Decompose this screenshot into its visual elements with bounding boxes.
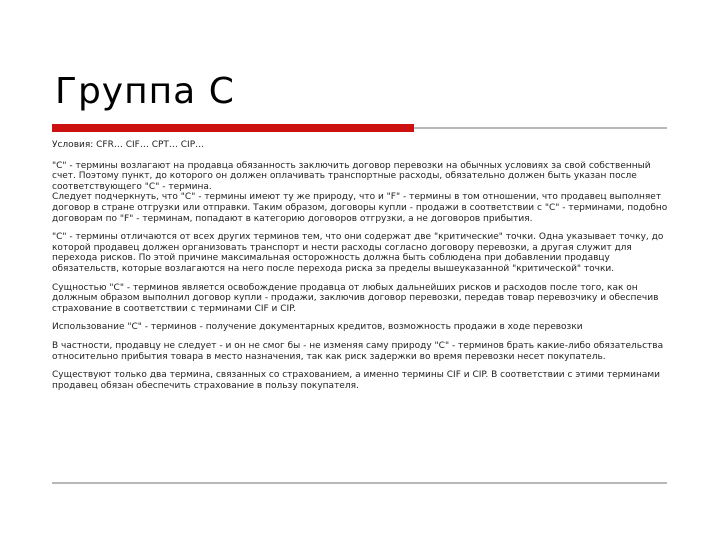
- body-paragraph-4: Сущностью "С" - терминов является освобождение продавца от любых дальнейших рисков и расходов после того, как он должным образом выполнил договор купли - продажи, заключив договор перевозки, передав товар перевозчику и обеспечив страхование в соответствии с терминами CIF и CIP.: [52, 282, 659, 314]
- body-paragraph-7: Существуют только два термина, связанных со страхованием, а именно термины CIF и CIP. В соответствии с этими терминами продавец обязан обеспечить страхование в пользу покупателя.: [52, 370, 661, 391]
- body-paragraph-1: "С" - термины возлагают на продавца обязанность заключить договор перевозки на обычных условиях за свой собственный счет. Поэтому пункт, до которого он должен оплачивать транспортные расходы, обязательно должен быть указан после соответствующего "С" - термина.: [52, 160, 651, 192]
- body-paragraph-6: В частности, продавцу не следует - и он не смог бы - не изменяя саму природу "С" - терминов брать какие-либо обязательства относительно прибытия товара в место назначения, так как риск задержки во время перевозки несет покупатель.: [52, 340, 664, 362]
- body-paragraph-2: Следует подчеркнуть, что "С" - термины имеют ту же природу, что и "F" - термины в том отношении, что продавец выполняет договор в стране отгрузки или отправки. Таким образом, договоры купли - продажи в соответствии с "С" - терминами, подобно договорам по "F" - терминам, попадают в категорию договоров отгрузки, а не договоров прибытия.: [52, 192, 668, 224]
- conditions-line: Условия: CFR… CIF… CPT… CIP…: [52, 140, 205, 150]
- title-underline-accent: [52, 124, 414, 132]
- body-paragraph-5: Использование "С" - терминов - получение документарных кредитов, возможность продажи в ходе перевозки: [52, 322, 583, 333]
- title-underline-line: [414, 127, 667, 129]
- slide-title: Группа С: [55, 71, 235, 112]
- slide-body: [52, 140, 670, 399]
- bottom-divider: [52, 482, 667, 484]
- body-paragraph-3: "С" - термины отличаются от всех других терминов тем, что они содержат две "критические" точки. Одна указывает точку, до которой продавец должен организовать транспорт и нести расходы согласно договору перевозки, а другая служит для перехода рисков. По этой причине максимальная осторожность должна быть соблюдена при добавлении продавцу обязательств, которые возлагаются на него после перехода риска за пределы вышеуказанной "критической" точки.: [52, 232, 664, 274]
- title-underline: [52, 124, 667, 132]
